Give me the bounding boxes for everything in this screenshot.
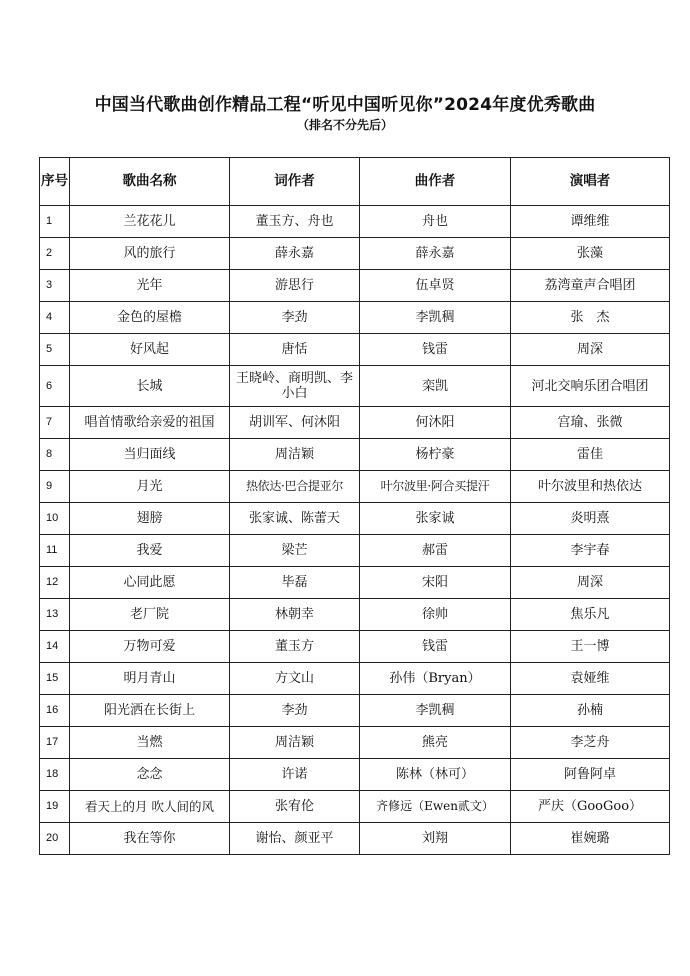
row-index: 6 [40,366,70,407]
song-name: 唱首情歌给亲爱的祖国 [70,407,230,439]
song-name: 金色的屋檐 [70,302,230,334]
singer: 周深 [511,567,670,599]
table-row [40,366,670,407]
singer: 袁娅维 [511,663,670,695]
composer: 宋阳 [360,567,511,599]
lyricist: 梁芒 [230,535,360,567]
composer: 孙伟（Bryan） [360,663,511,695]
lyricist: 唐恬 [230,334,360,366]
singer: 宫瑜、张微 [511,407,670,439]
composer: 徐帅 [360,599,511,631]
header-lyricist: 词作者 [230,158,360,206]
table-row [40,238,670,270]
song-name: 明月青山 [70,663,230,695]
row-index: 7 [40,407,70,439]
table-body [40,206,670,855]
lyricist: 王晓岭、商明凯、李小白 [230,366,360,407]
composer: 张家诚 [360,503,511,535]
composer: 伍卓贤 [360,270,511,302]
table-row [40,334,670,366]
song-name: 心同此愿 [70,567,230,599]
header-composer: 曲作者 [360,158,511,206]
lyricist: 周洁颖 [230,439,360,471]
row-index: 19 [40,791,70,823]
composer: 钱雷 [360,631,511,663]
composer: 叶尔波里·阿合买提汗 [360,471,511,503]
singer: 崔婉璐 [511,823,670,855]
table-row [40,535,670,567]
song-name: 阳光洒在长街上 [70,695,230,727]
songs-table [39,157,670,855]
song-name: 兰花花儿 [70,206,230,238]
table-row [40,759,670,791]
song-name: 我爱 [70,535,230,567]
row-index: 12 [40,567,70,599]
table-row [40,695,670,727]
table-row [40,302,670,334]
lyricist: 张宥伦 [230,791,360,823]
singer: 雷佳 [511,439,670,471]
composer: 熊亮 [360,727,511,759]
lyricist: 热依达·巴合提亚尔 [230,471,360,503]
row-index: 2 [40,238,70,270]
singer: 焦乐凡 [511,599,670,631]
lyricist: 谢怡、颜亚平 [230,823,360,855]
table-row [40,503,670,535]
lyricist: 李劲 [230,695,360,727]
composer: 何沐阳 [360,407,511,439]
composer: 栾凯 [360,366,511,407]
song-name: 我在等你 [70,823,230,855]
lyricist: 许诺 [230,759,360,791]
song-name: 念念 [70,759,230,791]
document-title: 中国当代歌曲创作精品工程“听见中国听见你”2024年度优秀歌曲 [94,95,596,115]
singer: 张 杰 [511,302,670,334]
singer: 叶尔波里和热依达 [511,471,670,503]
lyricist: 毕磊 [230,567,360,599]
row-index: 8 [40,439,70,471]
singer: 荔湾童声合唱团 [511,270,670,302]
lyricist: 胡训军、何沐阳 [230,407,360,439]
song-name: 当归面线 [70,439,230,471]
singer: 严庆（GooGoo） [511,791,670,823]
composer: 李凯稠 [360,302,511,334]
row-index: 4 [40,302,70,334]
header-singer: 演唱者 [511,158,670,206]
singer: 河北交响乐团合唱团 [511,366,670,407]
table-row [40,270,670,302]
composer: 李凯稠 [360,695,511,727]
row-index: 15 [40,663,70,695]
composer: 钱雷 [360,334,511,366]
song-name: 月光 [70,471,230,503]
lyricist: 董玉方、舟也 [230,206,360,238]
composer: 齐修远（Ewen贰文） [360,791,511,823]
row-index: 20 [40,823,70,855]
document-subtitle: （排名不分先后） [296,118,393,132]
table-row [40,471,670,503]
song-name: 翅膀 [70,503,230,535]
lyricist: 林朝幸 [230,599,360,631]
song-name: 看天上的月 吹人间的风 [70,791,230,823]
composer: 刘翔 [360,823,511,855]
row-index: 10 [40,503,70,535]
row-index: 13 [40,599,70,631]
row-index: 1 [40,206,70,238]
table-row [40,663,670,695]
row-index: 5 [40,334,70,366]
composer: 薛永嘉 [360,238,511,270]
song-name: 当燃 [70,727,230,759]
lyricist: 薛永嘉 [230,238,360,270]
singer: 阿鲁阿卓 [511,759,670,791]
singer: 王一博 [511,631,670,663]
song-name: 光年 [70,270,230,302]
composer: 郝雷 [360,535,511,567]
singer: 周深 [511,334,670,366]
song-name: 好风起 [70,334,230,366]
row-index: 16 [40,695,70,727]
lyricist: 董玉方 [230,631,360,663]
singer: 炎明熹 [511,503,670,535]
composer: 舟也 [360,206,511,238]
table-row [40,206,670,238]
table-row [40,791,670,823]
header-index: 序号 [40,158,70,206]
lyricist: 游思行 [230,270,360,302]
lyricist: 周洁颖 [230,727,360,759]
singer: 张藻 [511,238,670,270]
row-index: 14 [40,631,70,663]
song-name: 风的旅行 [70,238,230,270]
table-row [40,567,670,599]
lyricist: 方文山 [230,663,360,695]
row-index: 11 [40,535,70,567]
table-row [40,599,670,631]
row-index: 18 [40,759,70,791]
singer: 谭维维 [511,206,670,238]
composer: 陈林（林可） [360,759,511,791]
table-row [40,439,670,471]
row-index: 9 [40,471,70,503]
song-name: 老厂院 [70,599,230,631]
singer: 李芝舟 [511,727,670,759]
composer: 杨柠豪 [360,439,511,471]
song-name: 长城 [70,366,230,407]
header-song-name: 歌曲名称 [70,158,230,206]
table-header-row [40,158,670,206]
singer: 孙楠 [511,695,670,727]
lyricist: 张家诚、陈蕾天 [230,503,360,535]
table-row [40,727,670,759]
singer: 李宇春 [511,535,670,567]
table-row [40,823,670,855]
song-name: 万物可爱 [70,631,230,663]
row-index: 17 [40,727,70,759]
table-row [40,407,670,439]
table-row [40,631,670,663]
lyricist: 李劲 [230,302,360,334]
row-index: 3 [40,270,70,302]
